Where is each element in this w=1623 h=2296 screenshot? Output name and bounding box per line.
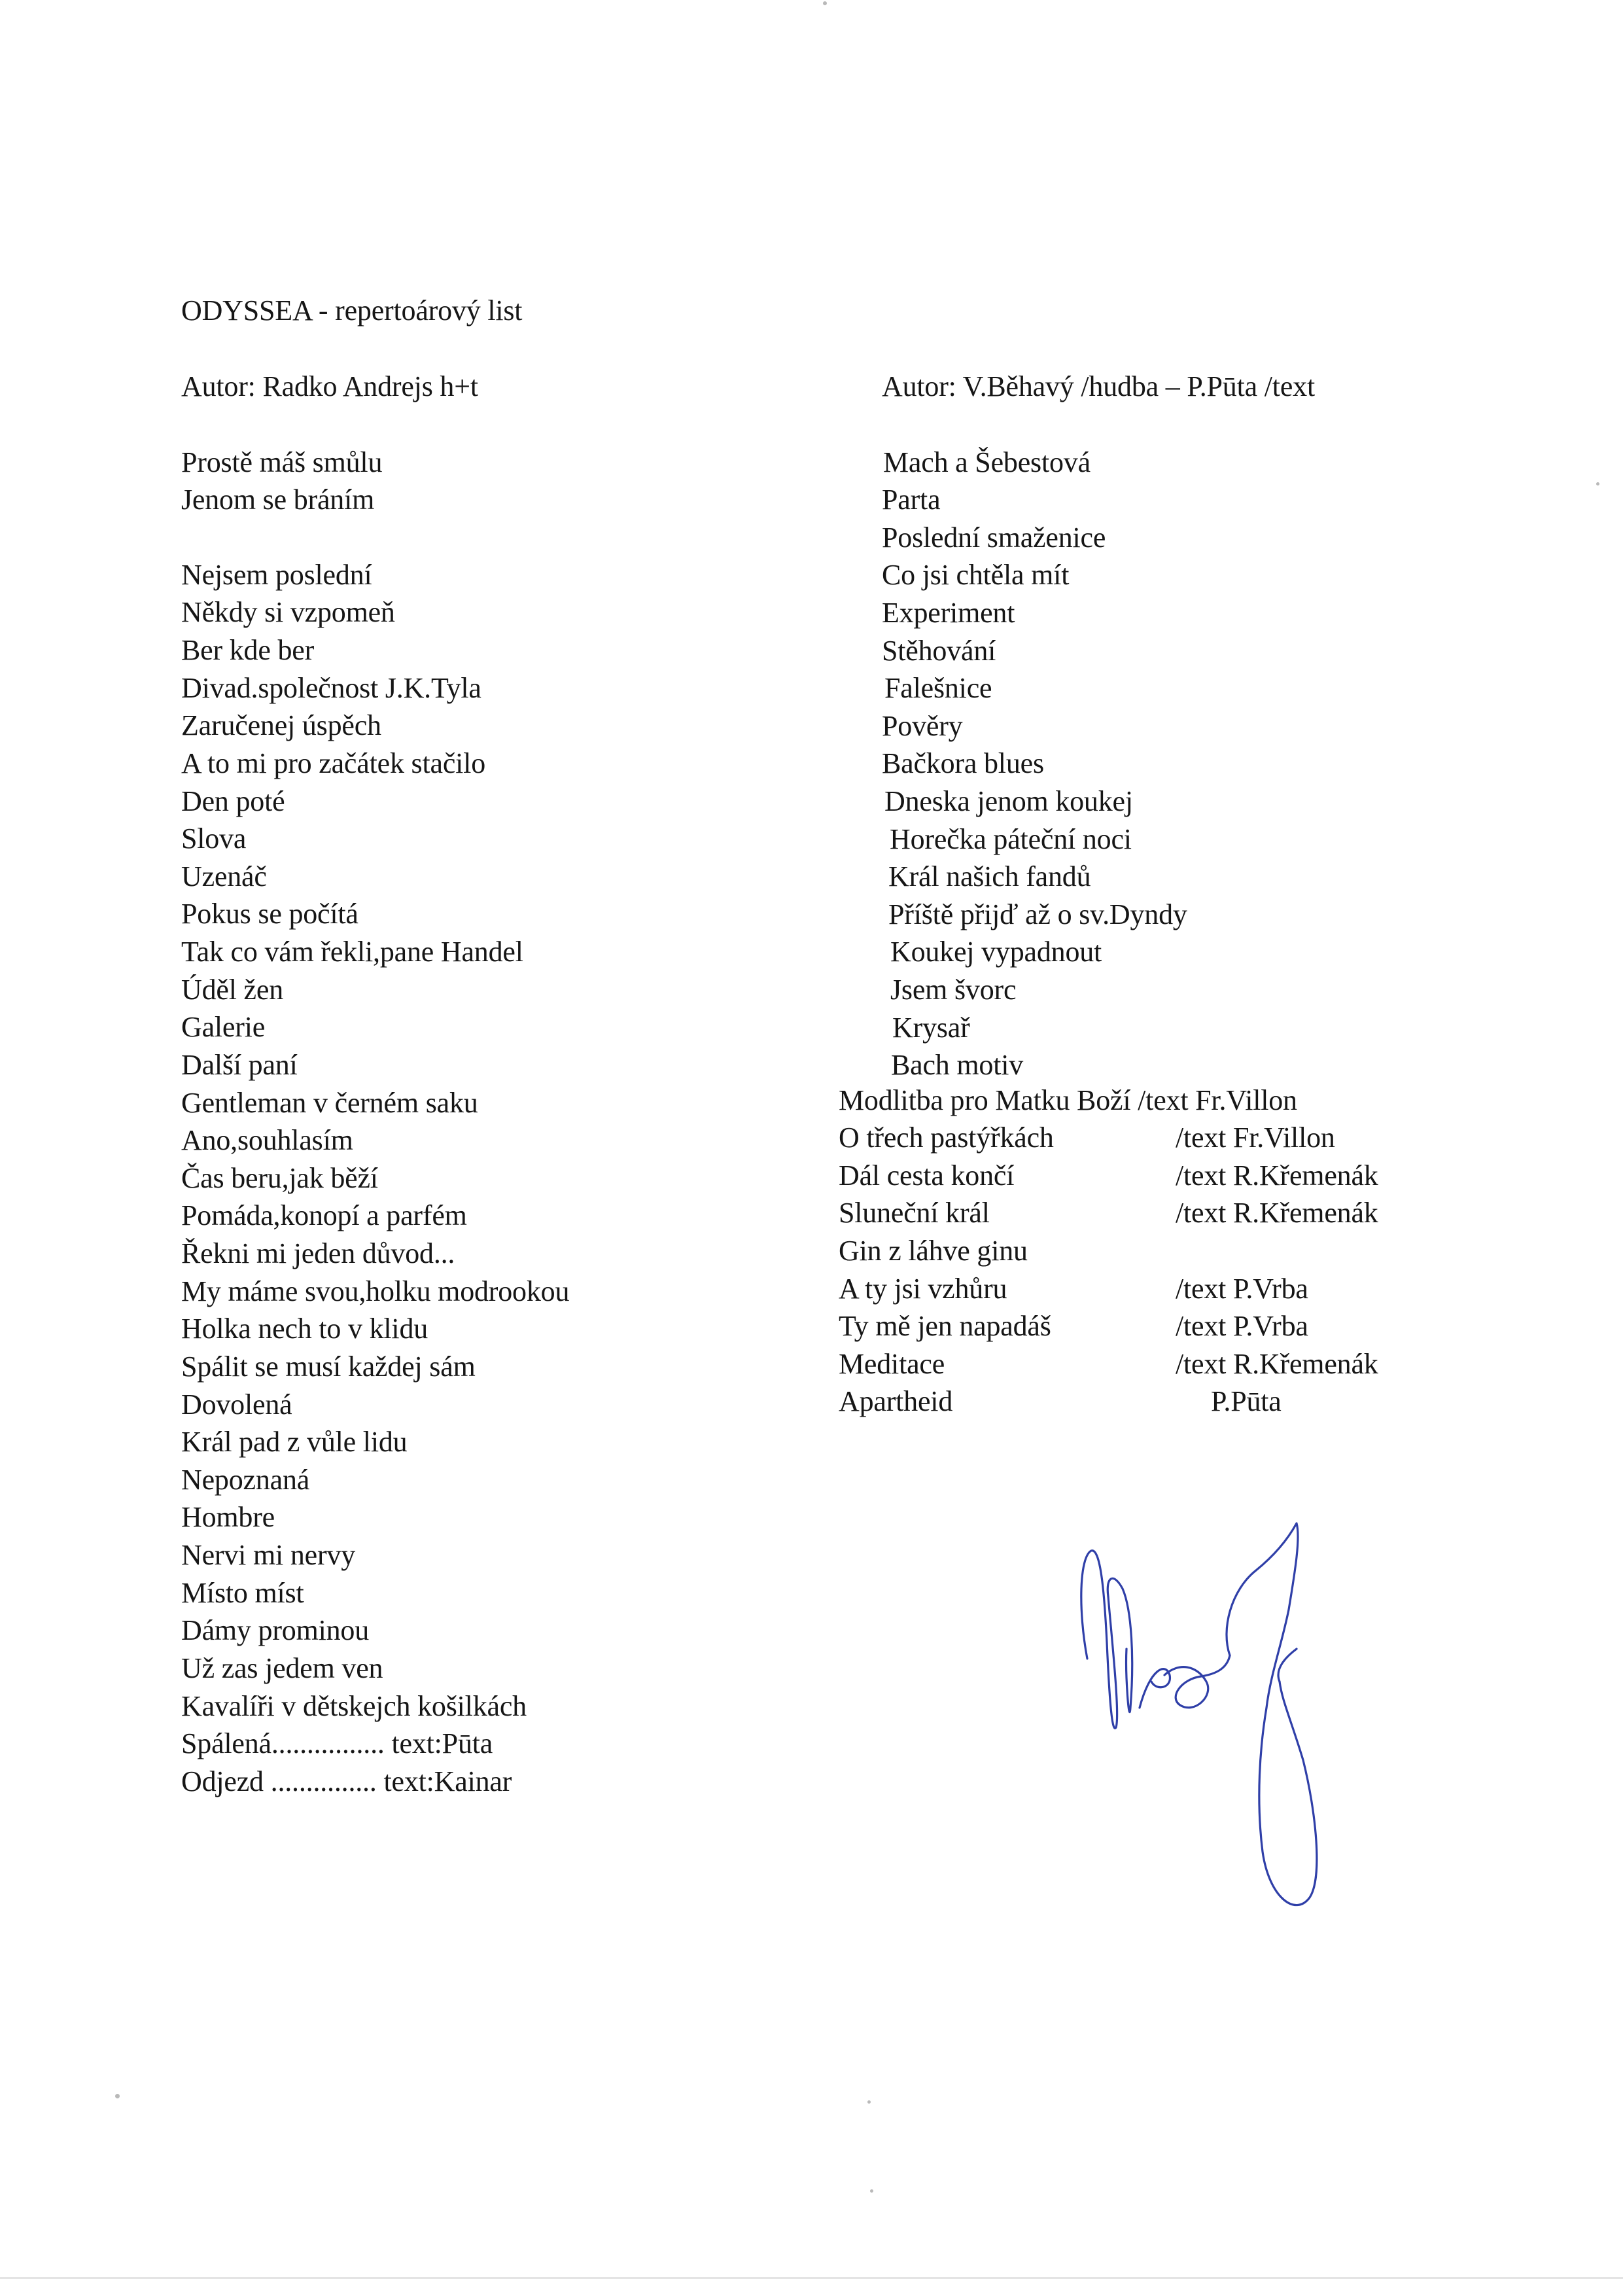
song-title: A ty jsi vzhůru xyxy=(839,1273,1007,1305)
song-item: Hombre xyxy=(181,1501,275,1533)
song-item: Už zas jedem ven xyxy=(181,1652,383,1684)
song-item: Nejsem poslední xyxy=(181,559,372,591)
song-item: Spálit se musí každej sám xyxy=(181,1351,476,1383)
song-title: Sluneční král xyxy=(839,1197,990,1229)
song-item: Král pad z vůle lidu xyxy=(181,1426,408,1458)
scan-edge-line xyxy=(0,2277,1623,2279)
song-title: Dál cesta končí xyxy=(839,1159,1015,1192)
song-item: Dneska jenom koukej xyxy=(884,785,1133,817)
song-title: Apartheid xyxy=(839,1385,953,1417)
song-item: Stěhování xyxy=(882,635,996,667)
paper-speck xyxy=(823,1,827,5)
song-credit: P.Pūta xyxy=(1176,1385,1282,1417)
song-item: Jsem švorc xyxy=(890,974,1017,1006)
song-item: Řekni mi jeden důvod... xyxy=(181,1237,455,1269)
song-item: Experiment xyxy=(882,597,1015,629)
song-item: Nervi mi nervy xyxy=(181,1539,356,1571)
song-item: Spálená................ text:Pūta xyxy=(181,1727,493,1759)
song-item: Divad.společnost J.K.Tyla xyxy=(181,672,481,704)
song-item: Gentleman v černém saku xyxy=(181,1087,478,1119)
song-item: Místo míst xyxy=(181,1577,304,1609)
song-item: Krysař xyxy=(892,1012,970,1044)
song-item: Pomáda,konopí a parfém xyxy=(181,1199,467,1231)
song-item: Odjezd ............... text:Kainar xyxy=(181,1765,512,1797)
song-item: Pověry xyxy=(882,710,963,742)
song-item: Prostě máš smůlu xyxy=(181,446,383,478)
song-title: O třech pastýřkách xyxy=(839,1122,1054,1154)
song-item: Falešnice xyxy=(884,672,992,704)
song-item: Mach a Šebestová xyxy=(883,446,1091,478)
song-item: Holka nech to v klidu xyxy=(181,1313,428,1345)
right-column-author-heading: Autor: V.Běhavý /hudba – P.Pūta /text xyxy=(882,370,1315,402)
paper-speck xyxy=(870,2189,873,2193)
song-item: My máme svou,holku modrookou xyxy=(181,1275,570,1307)
song-item: Tak co vám řekli,pane Handel xyxy=(181,936,523,968)
song-item: Uzenáč xyxy=(181,860,267,892)
song-item: Pokus se počítá xyxy=(181,898,358,930)
song-credit: /text Fr.Villon xyxy=(1176,1122,1335,1154)
song-item: Dovolená xyxy=(181,1388,292,1421)
song-item: Král našich fandů xyxy=(888,860,1091,892)
song-item: Úděl žen xyxy=(181,974,283,1006)
song-item: Příště přijď až o sv.Dyndy xyxy=(888,898,1187,930)
song-item: Zaručenej úspěch xyxy=(181,709,381,741)
song-item: Někdy si vzpomeň xyxy=(181,596,395,628)
song-credit: /text R.Křemenák xyxy=(1176,1348,1378,1380)
paper-speck xyxy=(1596,482,1599,486)
song-item: Nepoznaná xyxy=(181,1464,310,1496)
song-credit: /text R.Křemenák xyxy=(1176,1159,1378,1192)
song-credit: /text R.Křemenák xyxy=(1176,1197,1378,1229)
song-item: Ano,souhlasím xyxy=(181,1124,353,1156)
paper-speck xyxy=(867,2100,871,2104)
song-item: Dámy prominou xyxy=(181,1614,370,1646)
song-item: Den poté xyxy=(181,785,285,817)
song-item: Koukej vypadnout xyxy=(890,936,1102,968)
song-credit: /text P.Vrba xyxy=(1176,1310,1308,1342)
song-title: Gin z láhve ginu xyxy=(839,1235,1028,1267)
song-item: Bach motiv xyxy=(891,1049,1024,1081)
document-title: ODYSSEA - repertoárový list xyxy=(181,294,523,327)
song-item: Parta xyxy=(882,484,941,516)
song-title: Meditace xyxy=(839,1348,945,1380)
paper-speck xyxy=(115,2094,120,2098)
song-title: Ty mě jen napadáš xyxy=(839,1310,1051,1342)
song-item: Horečka páteční noci xyxy=(890,823,1132,855)
song-item: Další paní xyxy=(181,1049,298,1081)
song-item: Jenom se bráním xyxy=(181,484,375,516)
song-item: Bačkora blues xyxy=(882,747,1044,779)
signature xyxy=(1066,1511,1341,1930)
song-credit: /text P.Vrba xyxy=(1176,1273,1308,1305)
song-item: A to mi pro začátek stačilo xyxy=(181,747,486,779)
song-item: Čas beru,jak běží xyxy=(181,1162,378,1194)
song-title: Modlitba pro Matku Boží /text Fr.Villon xyxy=(839,1084,1297,1116)
song-item: Ber kde ber xyxy=(181,634,315,666)
song-item: Slova xyxy=(181,822,247,855)
left-column-author-heading: Autor: Radko Andrejs h+t xyxy=(181,370,478,402)
song-item: Poslední smaženice xyxy=(882,521,1106,554)
song-item: Kavalíři v dětskejch košilkách xyxy=(181,1690,527,1722)
song-item: Galerie xyxy=(181,1011,266,1043)
song-item: Co jsi chtěla mít xyxy=(882,559,1070,591)
